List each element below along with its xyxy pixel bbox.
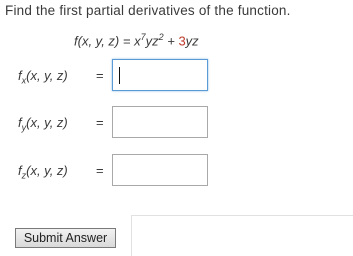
function-exponent-x: 7 [140,32,146,42]
equals-sign: = [96,68,104,83]
function-lhs: f(x, y, z) = x [74,33,141,49]
partial-label-fy: $f_y(x$, y, z) [18,115,68,133]
function-exponent-z: 2 [158,32,164,42]
fz-answer-input[interactable] [112,154,208,186]
fy-answer-input[interactable] [112,106,208,138]
equals-sign: = [96,163,104,178]
function-mid: yz [145,33,159,49]
frame-divider [131,215,353,216]
question-text: Find the first partial derivatives of the function. [5,3,291,18]
fx-answer-input[interactable] [112,59,208,91]
text-cursor [119,67,120,84]
function-equation [74,32,199,48]
partial-label-fx: $f_x(x$, y, z) [18,68,68,86]
function-coefficient: 3 [178,33,186,49]
partial-label-fz: $f_z(x$, y, z) [18,163,68,181]
frame-divider-vertical [131,215,132,256]
equals-sign: = [96,115,104,130]
function-tail: yz [185,33,199,49]
submit-answer-button[interactable]: Submit Answer [15,228,116,248]
function-plus: + [163,33,179,49]
